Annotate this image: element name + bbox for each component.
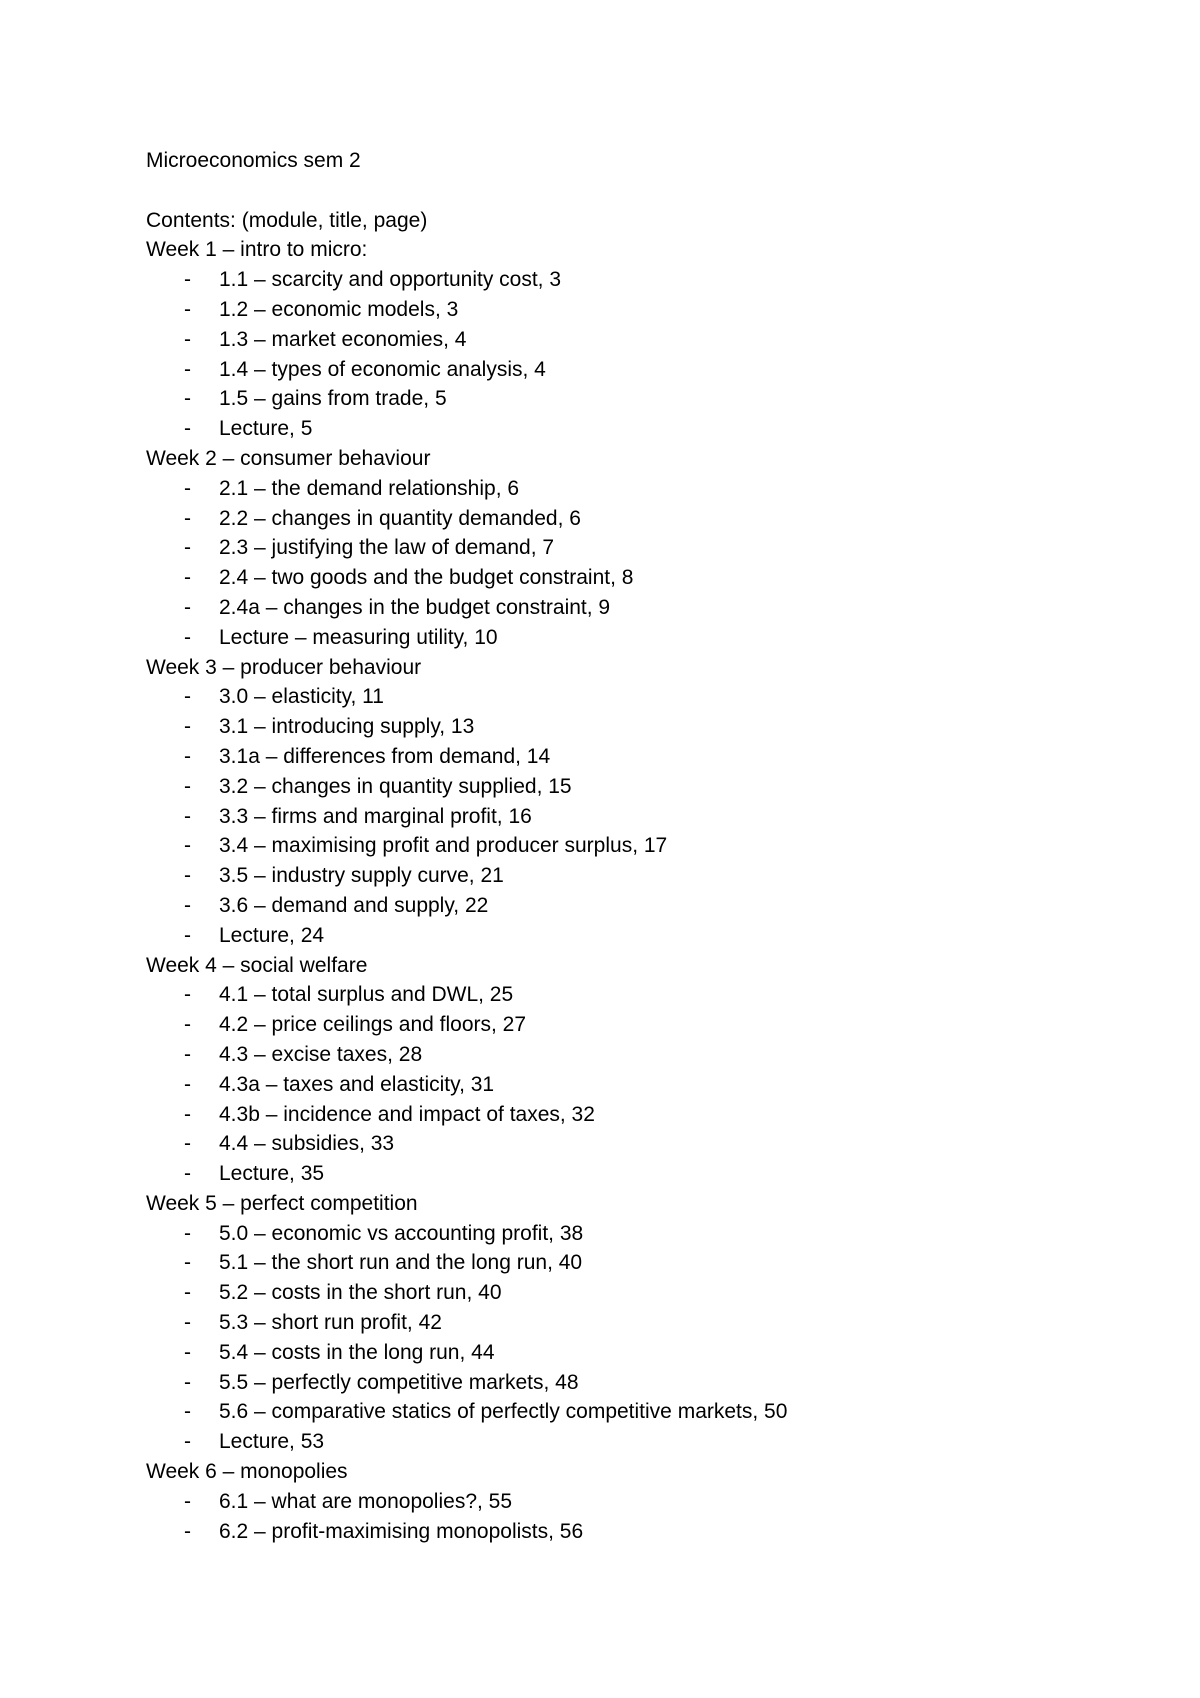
bullet-dash: - (184, 1042, 191, 1066)
list-item (146, 384, 1106, 414)
list-item (146, 1368, 1106, 1398)
list-item (146, 1427, 1106, 1457)
bullet-dash: - (184, 1430, 191, 1454)
list-item-text: Lecture – measuring utility, 10 (219, 625, 498, 649)
list-item-text: 1.3 – market economies, 4 (219, 327, 467, 351)
list-item (146, 1487, 1106, 1517)
bullet-dash: - (184, 774, 191, 798)
bullet-dash: - (184, 297, 191, 321)
list-item-text: 1.4 – types of economic analysis, 4 (219, 357, 546, 381)
bullet-dash: - (184, 715, 191, 739)
bullet-dash: - (184, 1221, 191, 1245)
bullet-dash: - (184, 1102, 191, 1126)
bullet-dash: - (184, 1400, 191, 1424)
bullet-dash: - (184, 834, 191, 858)
bullet-dash: - (184, 1519, 191, 1543)
bullet-dash: - (184, 595, 191, 619)
week-heading: Week 2 – consumer behaviour (146, 446, 431, 470)
list-item (146, 802, 1106, 832)
bullet-dash: - (184, 536, 191, 560)
list-item (146, 533, 1106, 563)
bullet-dash: - (184, 1281, 191, 1305)
list-item-text: 3.6 – demand and supply, 22 (219, 893, 489, 917)
bullet-dash: - (184, 685, 191, 709)
bullet-dash: - (184, 1489, 191, 1513)
week-heading: Week 6 – monopolies (146, 1460, 348, 1484)
list-item (146, 712, 1106, 742)
list-item (146, 921, 1106, 951)
list-item (146, 682, 1106, 712)
list-item-text: 1.1 – scarcity and opportunity cost, 3 (219, 268, 562, 292)
bullet-dash: - (184, 923, 191, 947)
bullet-dash: - (184, 893, 191, 917)
list-item (146, 1010, 1106, 1040)
bullet-dash: - (184, 625, 191, 649)
bullet-dash: - (184, 268, 191, 292)
list-item (146, 325, 1106, 355)
list-item-text: Lecture, 24 (219, 923, 325, 947)
bullet-dash: - (184, 327, 191, 351)
bullet-dash: - (184, 1340, 191, 1364)
bullet-dash: - (184, 357, 191, 381)
list-item (146, 1308, 1106, 1338)
list-item-text: 5.2 – costs in the short run, 40 (219, 1281, 502, 1305)
list-item (146, 742, 1106, 772)
list-item (146, 355, 1106, 385)
list-item (146, 563, 1106, 593)
list-item (146, 1278, 1106, 1308)
list-item (146, 623, 1106, 653)
list-item-text: 2.4a – changes in the budget constraint, 9 (219, 595, 611, 619)
document-title: Microeconomics sem 2 (146, 149, 361, 172)
bullet-dash: - (184, 744, 191, 768)
week-heading: Week 4 – social welfare (146, 953, 368, 977)
bullet-dash: - (184, 804, 191, 828)
contents-heading: Contents: (module, title, page) (146, 208, 428, 232)
list-item (146, 1070, 1106, 1100)
list-item-text: 3.4 – maximising profit and producer surplus, 17 (219, 834, 668, 858)
list-item (146, 1219, 1106, 1249)
bullet-dash: - (184, 506, 191, 530)
list-item-text: 4.3b – incidence and impact of taxes, 32 (219, 1102, 595, 1126)
contents-list (146, 235, 1106, 1546)
list-item (146, 474, 1106, 504)
bullet-dash: - (184, 1162, 191, 1186)
list-item (146, 593, 1106, 623)
bullet-dash: - (184, 387, 191, 411)
list-item-text: Lecture, 53 (219, 1430, 325, 1454)
bullet-dash: - (184, 1311, 191, 1335)
list-item-text: 1.5 – gains from trade, 5 (219, 387, 447, 411)
list-item-text: 3.5 – industry supply curve, 21 (219, 864, 504, 888)
list-item (146, 831, 1106, 861)
week-heading: Week 3 – producer behaviour (146, 655, 422, 679)
list-item-text: 1.2 – economic models, 3 (219, 297, 459, 321)
week-heading: Week 5 – perfect competition (146, 1191, 418, 1215)
list-item-text: 2.1 – the demand relationship, 6 (219, 476, 520, 500)
bullet-dash: - (184, 983, 191, 1007)
list-item (146, 1100, 1106, 1130)
list-item-text: 2.3 – justifying the law of demand, 7 (219, 536, 555, 560)
list-item-text: 5.4 – costs in the long run, 44 (219, 1340, 495, 1364)
list-item-text: 5.0 – economic vs accounting profit, 38 (219, 1221, 584, 1245)
bullet-dash: - (184, 1132, 191, 1156)
list-item-text: 4.4 – subsidies, 33 (219, 1132, 395, 1156)
bullet-dash: - (184, 566, 191, 590)
list-item-text: Lecture, 5 (219, 417, 313, 441)
list-item-text: 2.4 – two goods and the budget constraint, 8 (219, 566, 634, 590)
bullet-dash: - (184, 417, 191, 441)
bullet-dash: - (184, 1072, 191, 1096)
list-item-text: 3.1a – differences from demand, 14 (219, 744, 551, 768)
bullet-dash: - (184, 1013, 191, 1037)
list-item-text: 4.3a – taxes and elasticity, 31 (219, 1072, 495, 1096)
list-item-text: 5.6 – comparative statics of perfectly competitive markets, 50 (219, 1400, 788, 1424)
list-item (146, 1129, 1106, 1159)
list-item (146, 891, 1106, 921)
bullet-dash: - (184, 864, 191, 888)
list-item (146, 1159, 1106, 1189)
list-item-text: 3.1 – introducing supply, 13 (219, 715, 475, 739)
blank-line (146, 176, 1106, 206)
list-item (146, 1397, 1106, 1427)
list-item-text: 5.1 – the short run and the long run, 40 (219, 1251, 583, 1275)
list-item (146, 1517, 1106, 1547)
list-item (146, 1248, 1106, 1278)
bullet-dash: - (184, 476, 191, 500)
list-item-text: 3.0 – elasticity, 11 (219, 685, 384, 709)
list-item (146, 414, 1106, 444)
list-item-text: 3.2 – changes in quantity supplied, 15 (219, 774, 572, 798)
list-item-text: 6.1 – what are monopolies?, 55 (219, 1489, 513, 1513)
list-item (146, 980, 1106, 1010)
document-body (146, 146, 1106, 1546)
list-item-text: 4.1 – total surplus and DWL, 25 (219, 983, 514, 1007)
list-item (146, 265, 1106, 295)
list-item (146, 861, 1106, 891)
list-item-text: 6.2 – profit-maximising monopolists, 56 (219, 1519, 584, 1543)
list-item (146, 1040, 1106, 1070)
list-item-text: 5.3 – short run profit, 42 (219, 1311, 442, 1335)
list-item-text: 5.5 – perfectly competitive markets, 48 (219, 1370, 579, 1394)
list-item (146, 504, 1106, 534)
list-item-text: 3.3 – firms and marginal profit, 16 (219, 804, 532, 828)
bullet-dash: - (184, 1370, 191, 1394)
list-item-text: 4.2 – price ceilings and floors, 27 (219, 1013, 527, 1037)
list-item-text: 4.3 – excise taxes, 28 (219, 1042, 423, 1066)
list-item-text: Lecture, 35 (219, 1162, 325, 1186)
bullet-dash: - (184, 1251, 191, 1275)
list-item (146, 1338, 1106, 1368)
week-heading: Week 1 – intro to micro: (146, 238, 368, 262)
list-item-text: 2.2 – changes in quantity demanded, 6 (219, 506, 581, 530)
list-item (146, 295, 1106, 325)
list-item (146, 772, 1106, 802)
